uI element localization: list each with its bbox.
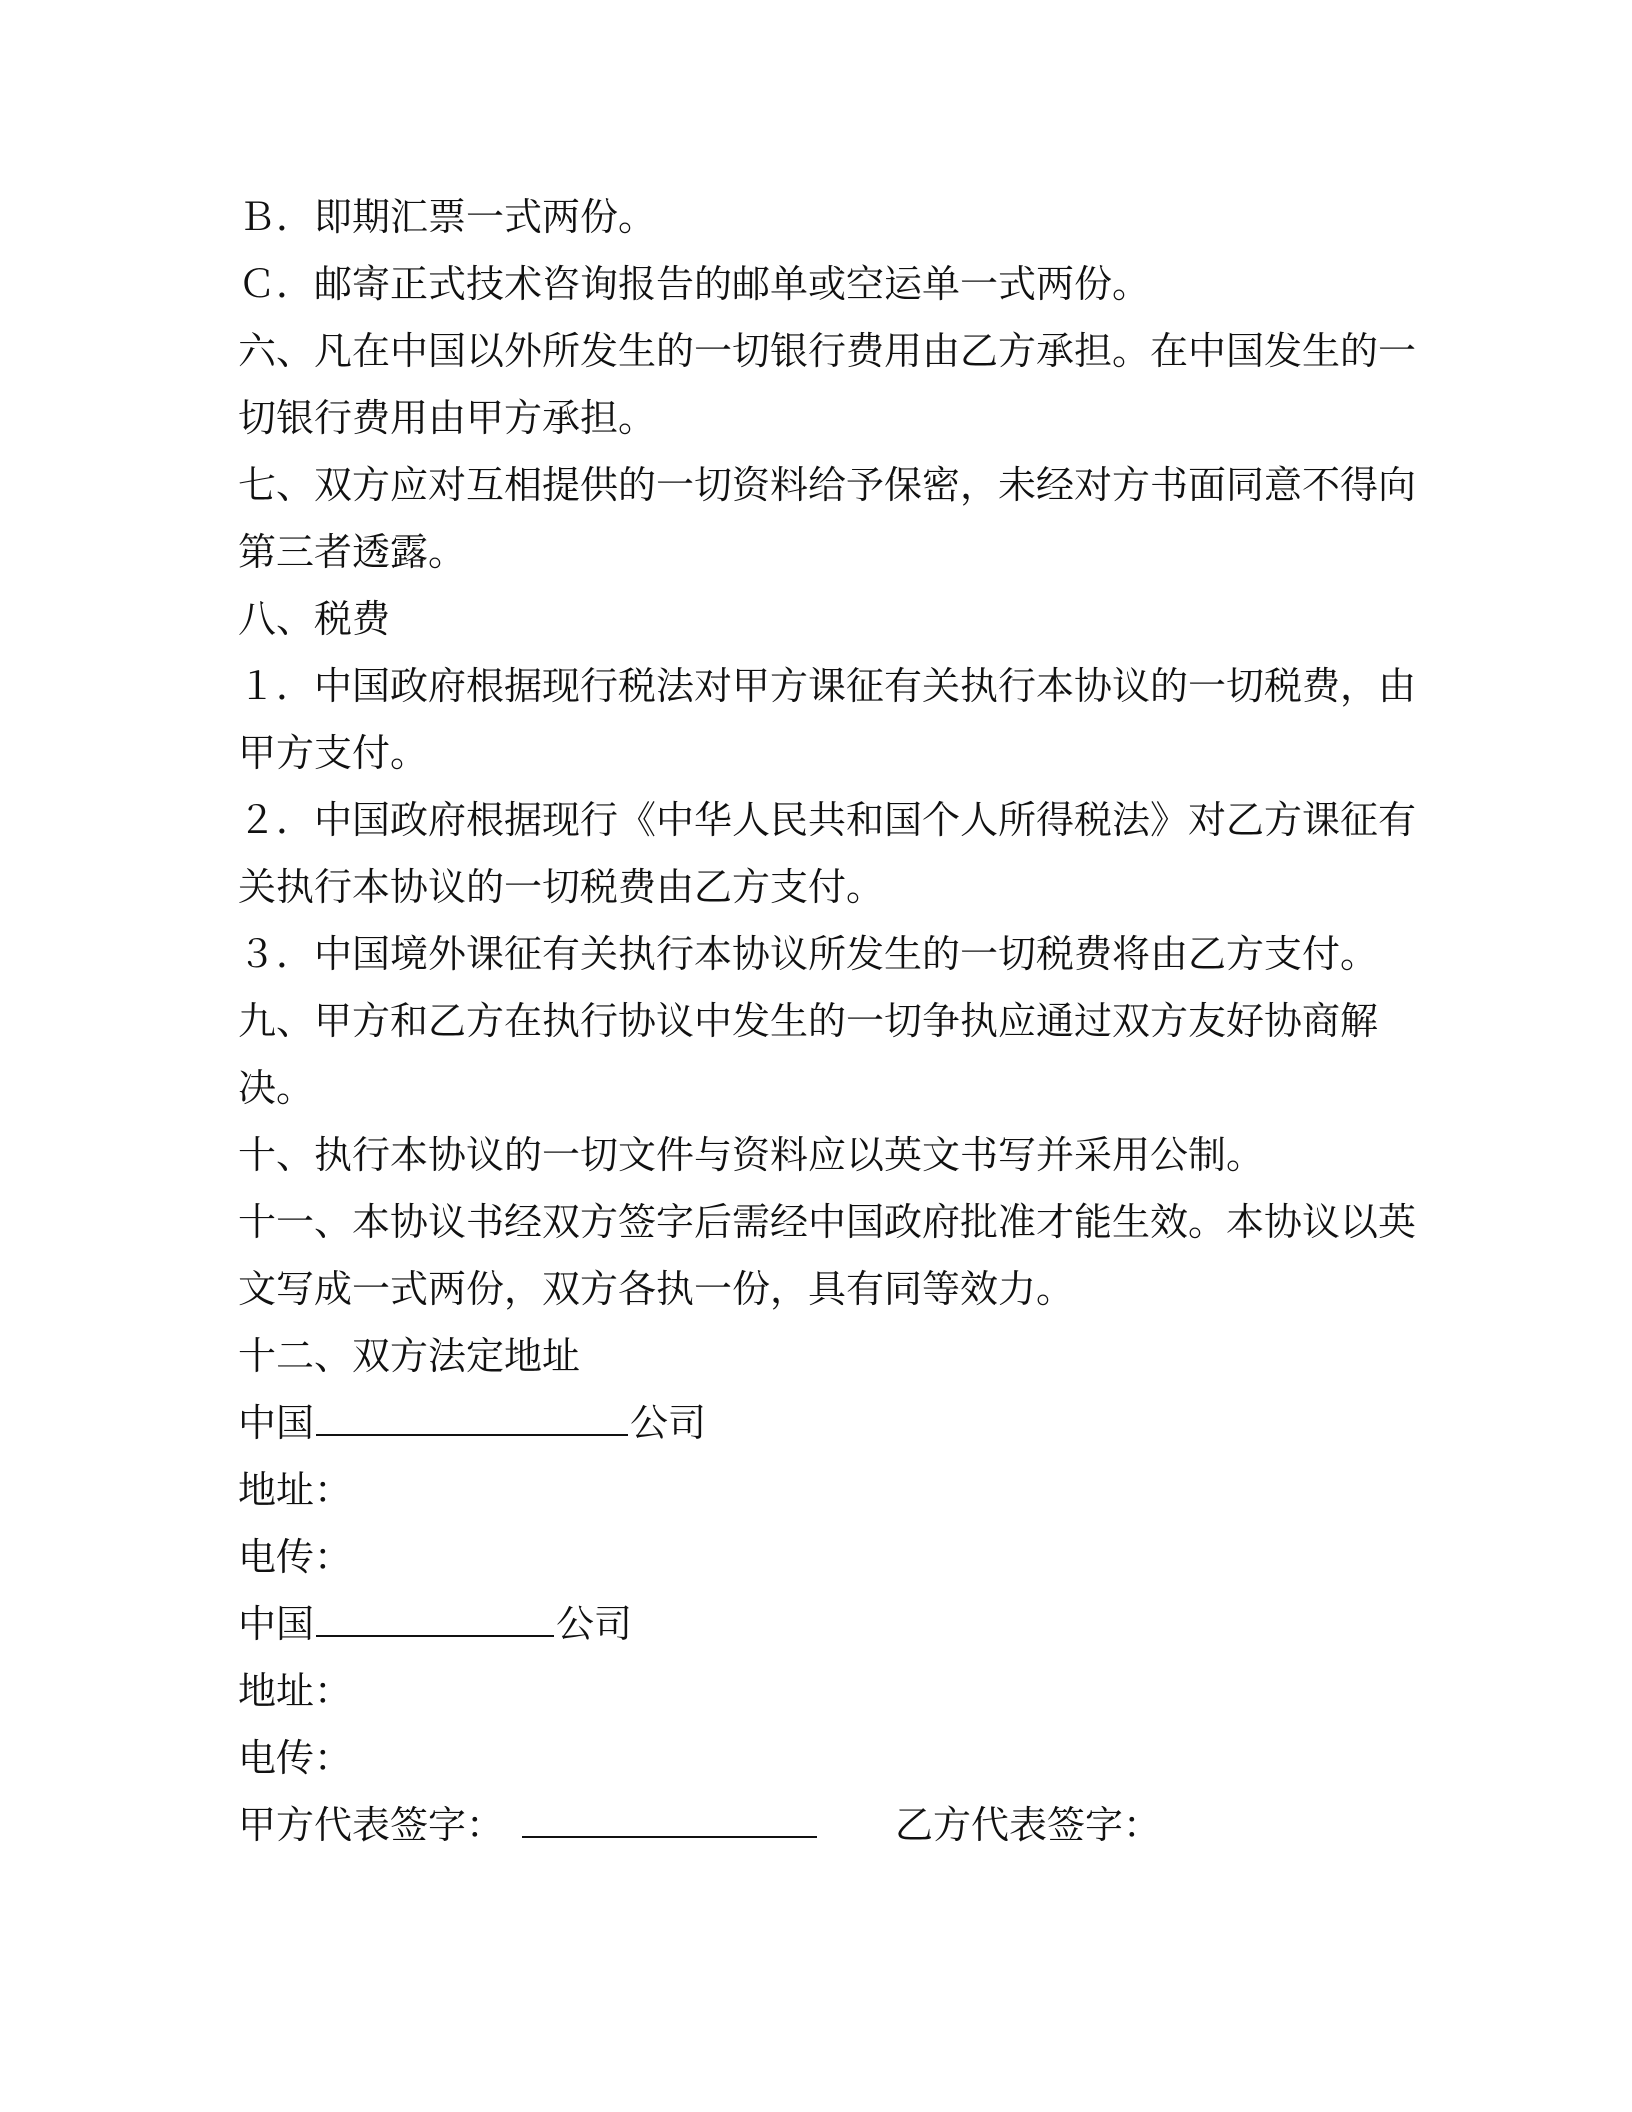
clause-6-line-1: 六、凡在中国以外所发生的一切银行费用由乙方承担。在中国发生的一 <box>238 329 1417 373</box>
clause-7-line-2: 第三者透露。 <box>238 530 467 574</box>
clause-8-1-line-1: １．中国政府根据现行税法对甲方课征有关执行本协议的一切税费，由 <box>238 664 1417 708</box>
clause-9-line-2: 决。 <box>238 1066 315 1110</box>
clause-10: 十、执行本协议的一切文件与资料应以英文书写并采用公制。 <box>238 1133 1265 1177</box>
clause-8-1-line-2: 甲方支付。 <box>238 731 429 775</box>
clause-8-2-line-1: ２．中国政府根据现行《中华人民共和国个人所得税法》对乙方课征有 <box>238 798 1417 842</box>
party-b-company-blank <box>316 1591 554 1637</box>
party-a-signature-blank <box>522 1792 817 1838</box>
party-a-signature-label: 甲方代表签字： <box>238 1803 505 1847</box>
clause-8-3: ３．中国境外课征有关执行本协议所发生的一切税费将由乙方支付。 <box>238 932 1379 976</box>
party-b-telex-label: 电传： <box>238 1736 353 1780</box>
clause-c-airway-bill: Ｃ．邮寄正式技术咨询报告的邮单或空运单一式两份。 <box>238 262 1151 306</box>
party-a-company-line <box>238 1390 1398 1457</box>
clause-8-2-line-2: 关执行本协议的一切税费由乙方支付。 <box>238 865 885 909</box>
clause-12-heading: 十二、双方法定地址 <box>238 1334 581 1378</box>
party-a-company-blank <box>316 1390 628 1436</box>
party-b-company-prefix: 中国 <box>238 1602 315 1646</box>
clause-6-line-2: 切银行费用由甲方承担。 <box>238 396 657 440</box>
party-b-signature-label: 乙方代表签字： <box>895 1803 1162 1847</box>
party-b-company-suffix: 公司 <box>556 1602 633 1646</box>
clause-11-line-1: 十一、本协议书经双方签字后需经中国政府批准才能生效。本协议以英 <box>238 1200 1417 1244</box>
clause-b-sight-draft: Ｂ．即期汇票一式两份。 <box>238 195 657 239</box>
clause-8-heading: 八、税费 <box>238 597 391 641</box>
party-b-address-label: 地址： <box>238 1669 353 1713</box>
signature-line <box>238 1792 1398 1859</box>
document-body <box>238 184 1417 1859</box>
party-a-company-suffix: 公司 <box>630 1401 707 1445</box>
party-b-company-line <box>238 1591 1398 1658</box>
party-a-company-prefix: 中国 <box>238 1401 315 1445</box>
clause-9-line-1: 九、甲方和乙方在执行协议中发生的一切争执应通过双方友好协商解 <box>238 999 1379 1043</box>
clause-11-line-2: 文写成一式两份，双方各执一份，具有同等效力。 <box>238 1267 1075 1311</box>
party-a-address-label: 地址： <box>238 1468 353 1512</box>
party-a-telex-label: 电传： <box>238 1535 353 1579</box>
clause-7-line-1: 七、双方应对互相提供的一切资料给予保密，未经对方书面同意不得向 <box>238 463 1417 507</box>
